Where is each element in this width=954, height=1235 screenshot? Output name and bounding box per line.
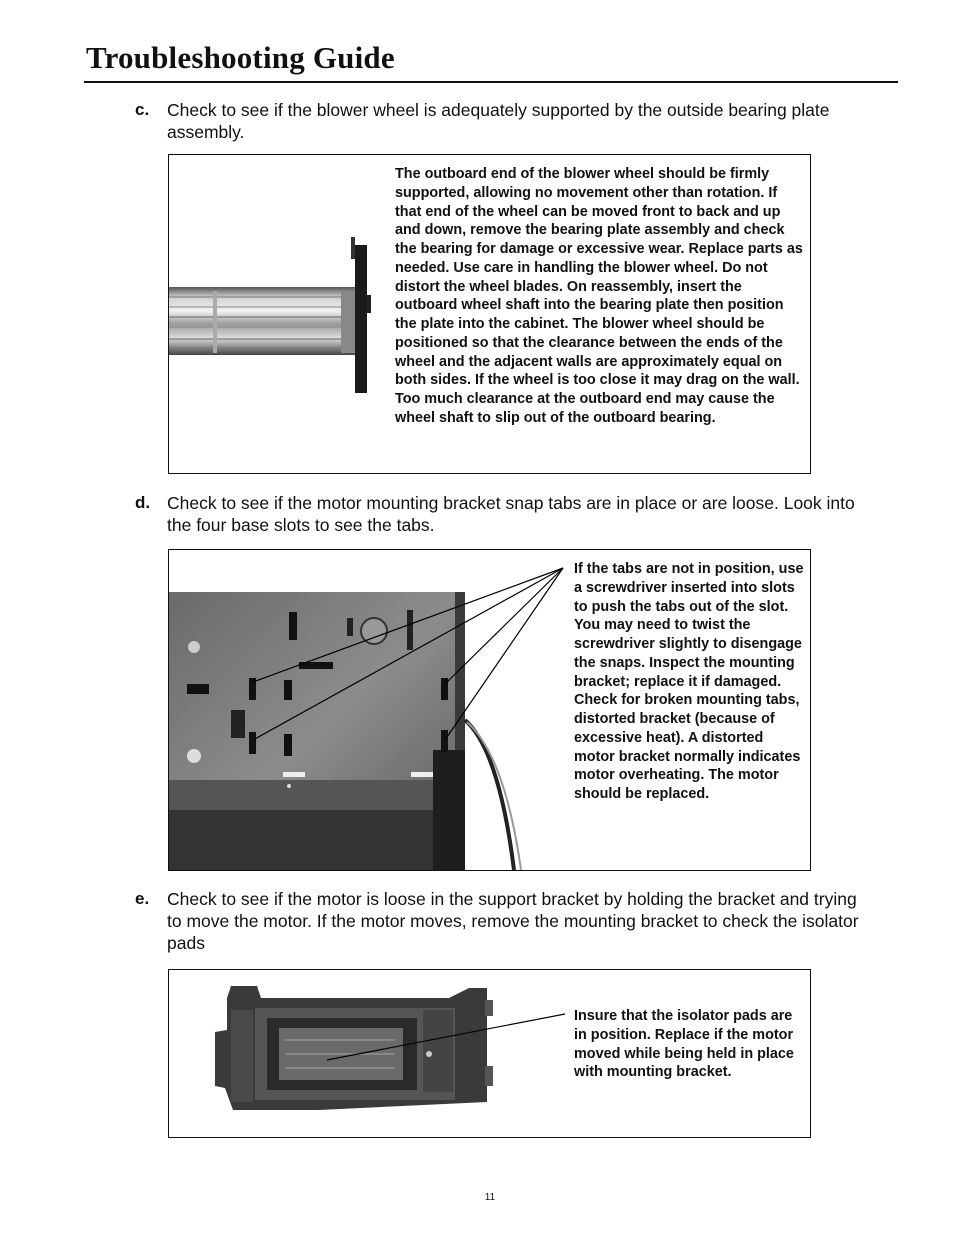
blower-wheel-figure (168, 154, 811, 474)
step-c-text: Check to see if the blower wheel is adequately supported by the outside bearing plate assembly. (167, 100, 830, 142)
page-number: 11 (484, 1192, 496, 1203)
step-e-text: Check to see if the motor is loose in the support bracket by holding the bracket and trying to move the motor. If the motor moves, remove the mounting bracket to check the isolator pads (167, 889, 859, 953)
step-d-note: If the tabs are not in position, use a screwdriver inserted into slots to push the tabs out of the slot. You may need to twist the screwdriver slightly to disengage the snaps. Inspect the mounting bracket; replace it if damaged. Check for broken mounting tabs, distorted bracket (because of excessive heat). A distorted motor bracket normally indicates motor overheating. The motor should be replaced. (574, 561, 804, 802)
step-c-letter: c. (135, 100, 150, 119)
isolator-pads-figure (168, 969, 811, 1138)
step-d-text: Check to see if the motor mounting bracket snap tabs are in place or are loose. Look into the four base slots to see the tabs. (167, 493, 855, 535)
title-rule (84, 81, 898, 83)
step-c-note: The outboard end of the blower wheel should be firmly supported, allowing no movement other than rotation. If that end of the wheel can be moved front to back and up and down, remove the bearing plate assembly and check the bearing for damage or excessive wear. Replace parts as needed. Use care in handling the blower wheel. Do not distort the wheel blades. On reassembly, insert the outboard wheel shaft into the bearing plate then position the plate into the cabinet. The blower wheel should be positioned so that the clearance between the ends of the wheel and the adjacent walls are approximately equal on both sides. If the wheel is too close it may drag on the wall. Too much clearance at the outboard end may cause the wheel shaft to slip out of the outboard bearing. (395, 166, 803, 426)
motor-bracket-figure (168, 549, 811, 871)
step-d-letter: d. (135, 493, 151, 512)
step-e-note: Insure that the isolator pads are in position. Replace if the motor moved while being held in place with mounting bracket. (574, 1008, 794, 1081)
step-e-letter: e. (135, 889, 150, 908)
page-title: Troubleshooting Guide (86, 40, 395, 75)
